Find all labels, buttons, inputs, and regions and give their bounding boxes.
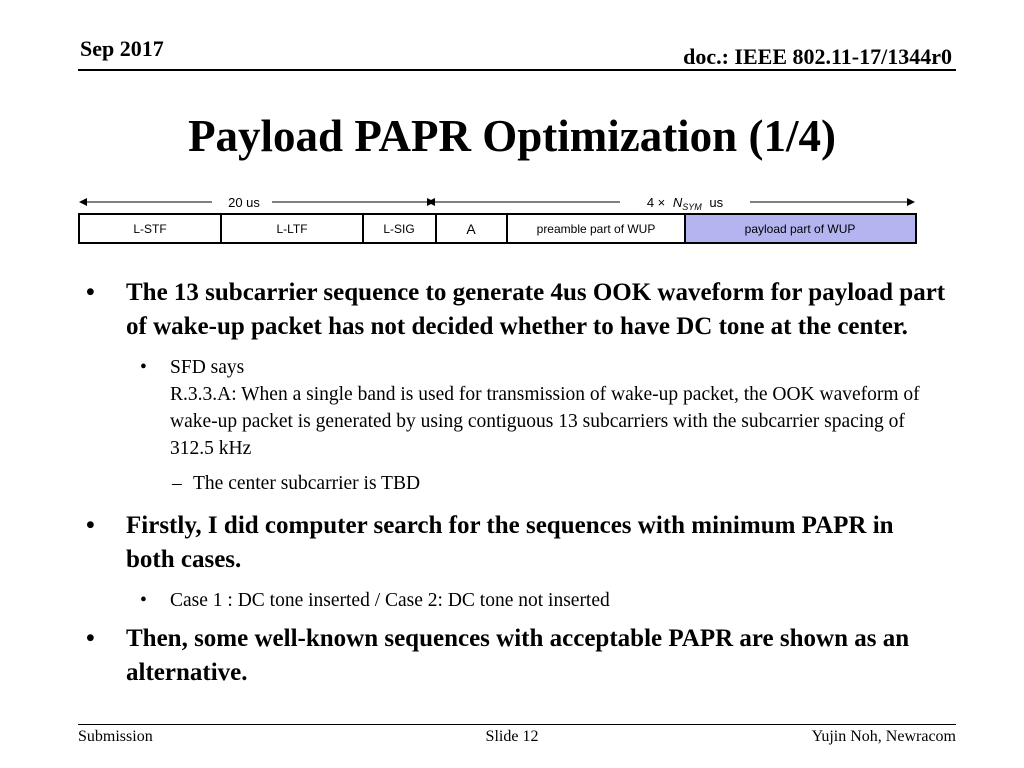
sub-sub-bullet-item — [86, 470, 946, 497]
segment-l-stf-label: L-STF — [133, 222, 167, 236]
segment-l-ltf-label: L-LTF — [276, 222, 308, 236]
span-20us-label: 20 us — [228, 195, 260, 210]
sub-bullet-text: Case 1 : DC tone inserted / Case 2: DC tone not inserted — [170, 590, 610, 611]
dash-icon: – — [172, 473, 182, 494]
bullet-dot-icon: • — [86, 279, 95, 306]
sub-sub-bullet-text: The center subcarrier is TBD — [193, 473, 421, 494]
footer-submission: Submission — [78, 728, 153, 745]
bullet-item — [86, 509, 946, 577]
bullet-text: The 13 subcarrier sequence to generate 4us OOK waveform for payload part of wake-up packet has not decided whether to have DC tone at the center. — [126, 279, 946, 340]
sub-bullet-item — [86, 587, 946, 614]
segment-payload-label: payload part of WUP — [744, 222, 856, 236]
footer-divider — [78, 724, 956, 725]
packet-frame-diagram — [0, 0, 1024, 260]
bullet-dot-icon: • — [140, 357, 147, 378]
bullet-text: Firstly, I did computer search for the sequences with minimum PAPR in both cases. — [126, 512, 894, 573]
segment-preamble-label: preamble part of WUP — [536, 222, 656, 236]
header-date: Sep 2017 — [80, 36, 164, 61]
bullet-dot-icon: • — [140, 590, 147, 611]
sub-bullet-text-line1: SFD says — [170, 357, 245, 378]
span-nsym-label: 4 × $N_{SYM}$ us — [646, 195, 724, 212]
sub-bullet-item — [86, 354, 946, 462]
bullet-item — [86, 622, 946, 690]
header-doc-id: doc.: IEEE 802.11-17/1344r0 — [683, 44, 952, 69]
bullet-text: Then, some well-known sequences with acceptable PAPR are shown as an alternative. — [126, 625, 910, 686]
bullet-list — [86, 276, 946, 700]
bullet-item — [86, 276, 946, 344]
bullet-dot-icon: • — [86, 512, 95, 539]
footer-author: Yujin Noh, Newracom — [811, 728, 956, 745]
sub-bullet-text-line2: R.3.3.A: When a single band is used for transmission of wake-up packet, the OOK waveform of wake-up packet is generated by using contiguous 13 subcarriers with the subcarrier spacing of 312.5 kHz — [170, 384, 920, 459]
footer-slide-number: Slide 12 — [485, 728, 539, 745]
segment-l-sig-label: L-SIG — [383, 222, 415, 236]
segment-a-label: A — [466, 221, 476, 237]
slide-title: Payload PAPR Optimization (1/4) — [188, 111, 836, 161]
bullet-dot-icon: • — [86, 625, 95, 652]
